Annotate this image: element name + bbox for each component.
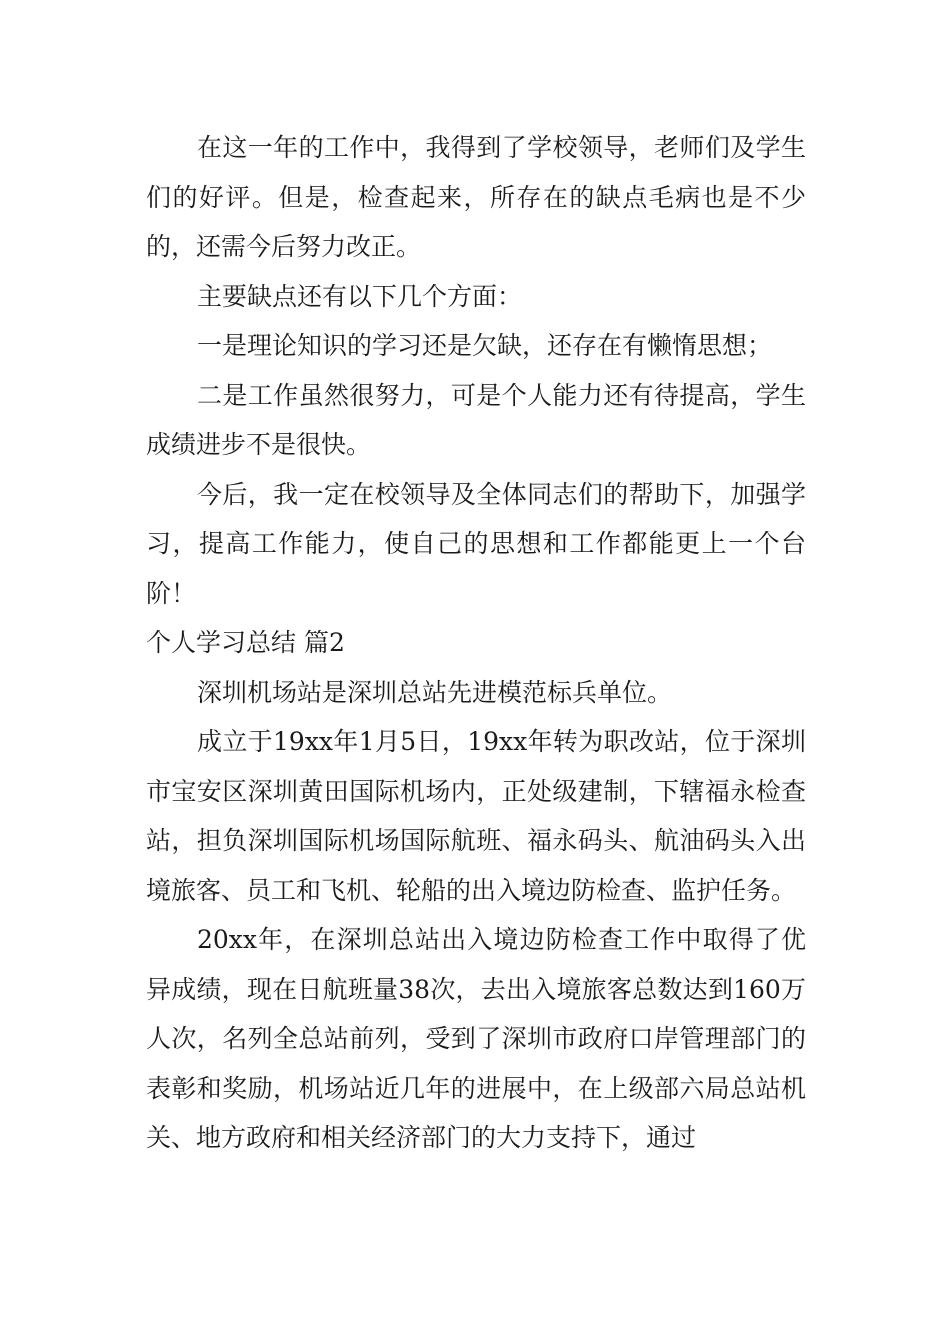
paragraph-shortcomings-intro: 主要缺点还有以下几个方面： bbox=[197, 281, 523, 311]
paragraph-shortcoming-1: 一是理论知识的学习还是欠缺，还存在有懒惰思想； bbox=[197, 331, 773, 360]
section-heading: 个人学习总结 篇2 bbox=[146, 628, 345, 657]
paragraph-station-intro: 深圳机场站是深圳总站先进模范标兵单位。 bbox=[197, 677, 673, 707]
paragraph-station-achievements: 20xx年，在深圳总站出入境边防检查工作中取得了优异成绩，现在日航班量38次，去出入境旅客总数达到160万人次，名列全总站前列，受到了深圳市政府口岸管理部门的表彰和奖励，机场站近几年的进展中，在上级部六局总站机关、地方政府和相关经济部门的大力支持下，通过 bbox=[146, 925, 806, 1152]
paragraph-station-history: 成立于19xx年1月5日，19xx年转为职改站，位于深圳市宝安区深圳黄田国际机场内，正处级建制，下辖福永检查站，担负深圳国际机场国际航班、福永码头、航油码头入出境旅客、员工和飞机、轮船的出入境边防检查、监护任务。 bbox=[146, 727, 806, 905]
paragraph-evaluation: 在这一年的工作中，我得到了学校领导，老师们及学生们的好评。但是，检查起来，所存在的缺点毛病也是不少的，还需今后努力改正。 bbox=[146, 133, 806, 261]
paragraph-shortcoming-2: 二是工作虽然很努力，可是个人能力还有待提高，学生成绩进步不是很快。 bbox=[146, 380, 806, 459]
paragraph-future-plan: 今后，我一定在校领导及全体同志们的帮助下，加强学习，提高工作能力，使自己的思想和工作都能更上一个台阶！ bbox=[146, 479, 806, 608]
document-body bbox=[146, 123, 806, 1163]
